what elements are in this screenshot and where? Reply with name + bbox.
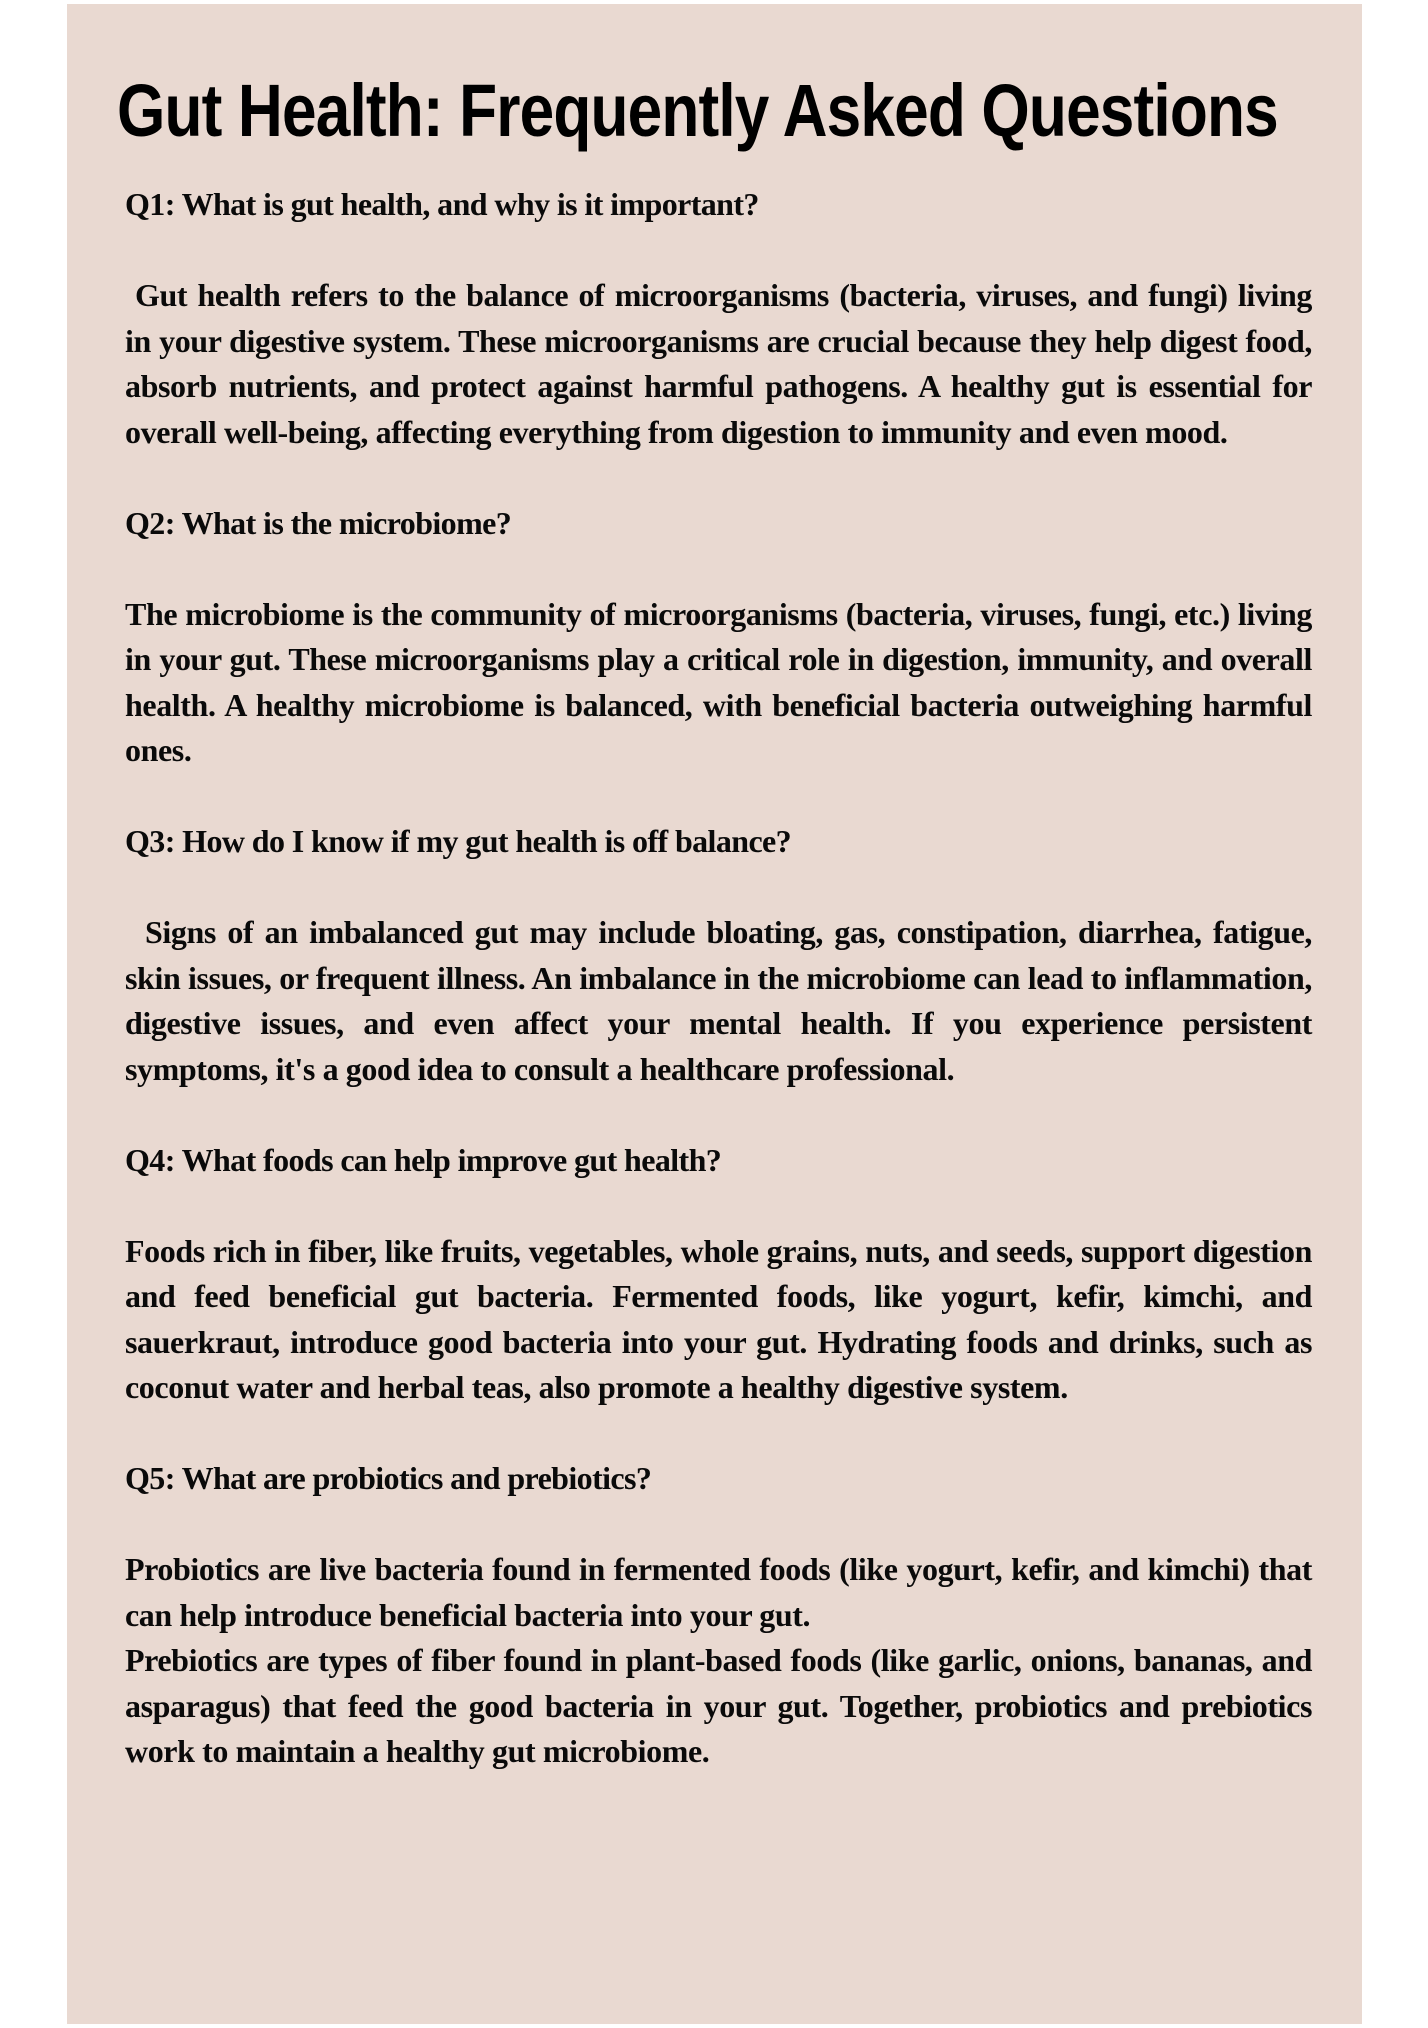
faq-answer-paragraph: Gut health refers to the balance of microorganisms (bacteria, viruses, and fungi) living in your digestive system. These microorganisms are crucial because they help digest food, absorb nutrients, and protect against harmful pathogens. A healthy gut is essential for overall well-being, affecting everything from digestion to immunity and even mood.	[125, 277, 1312, 450]
faq-item-1	[125, 182, 1312, 455]
document-page	[67, 4, 1362, 2024]
faq-question: Q2: What is the microbiome?	[125, 504, 512, 541]
faq-question: Q5: What are probiotics and prebiotics?	[125, 1460, 652, 1496]
faq-item-5	[125, 1456, 1312, 1775]
page-title: Gut Health: Frequently Asked Questions	[117, 69, 1278, 152]
faq-answer	[125, 1229, 1312, 1411]
faq-answer-paragraph: Probiotics are live bacteria found in fermented foods (like yogurt, kefir, and kimchi) that can help introduce beneficial bacteria into your gut.	[125, 1551, 1312, 1633]
faq-answer-paragraph: The microbiome is the community of microorganisms (bacteria, viruses, fungi, etc.) living in your gut. These microorganisms play a critical role in digestion, immunity, and overall health. A healthy microbiome is balanced, with beneficial bacteria outweighing harmful ones.	[125, 595, 1312, 768]
faq-answer	[125, 592, 1312, 774]
faq-question: Q1: What is gut health, and why is it important?	[125, 186, 759, 222]
faq-list	[125, 182, 1312, 1820]
faq-question: Q3: How do I know if my gut health is off balance?	[125, 823, 792, 859]
faq-item-3	[125, 819, 1312, 1092]
faq-answer-paragraph: Signs of an imbalanced gut may include bloating, gas, constipation, diarrhea, fatigue, skin issues, or frequent illness. An imbalance in the microbiome can lead to inflammation, digestive issues, and even affect your mental health. If you experience persistent symptoms, it's a good idea to consult a healthcare professional.	[125, 914, 1312, 1087]
faq-item-2	[125, 501, 1312, 774]
faq-answer	[125, 273, 1312, 455]
faq-answer-paragraph: Prebiotics are types of fiber found in plant-based foods (like garlic, onions, bananas, and asparagus) that feed the good bacteria in your gut. Together, probiotics and prebiotics work to maintain a healthy gut microbiome.	[125, 1642, 1312, 1769]
faq-answer	[125, 1547, 1312, 1775]
faq-item-4	[125, 1138, 1312, 1411]
faq-question: Q4: What foods can help improve gut health?	[125, 1141, 722, 1178]
faq-answer	[125, 910, 1312, 1092]
faq-answer-paragraph: Foods rich in fiber, like fruits, vegetables, whole grains, nuts, and seeds, support digestion and feed beneficial gut bacteria. Fermented foods, like yogurt, kefir, kimchi, and sauerkraut, introduce good bacteria into your gut. Hydrating foods and drinks, such as coconut water and herbal teas, also promote a healthy digestive system.	[125, 1232, 1312, 1405]
